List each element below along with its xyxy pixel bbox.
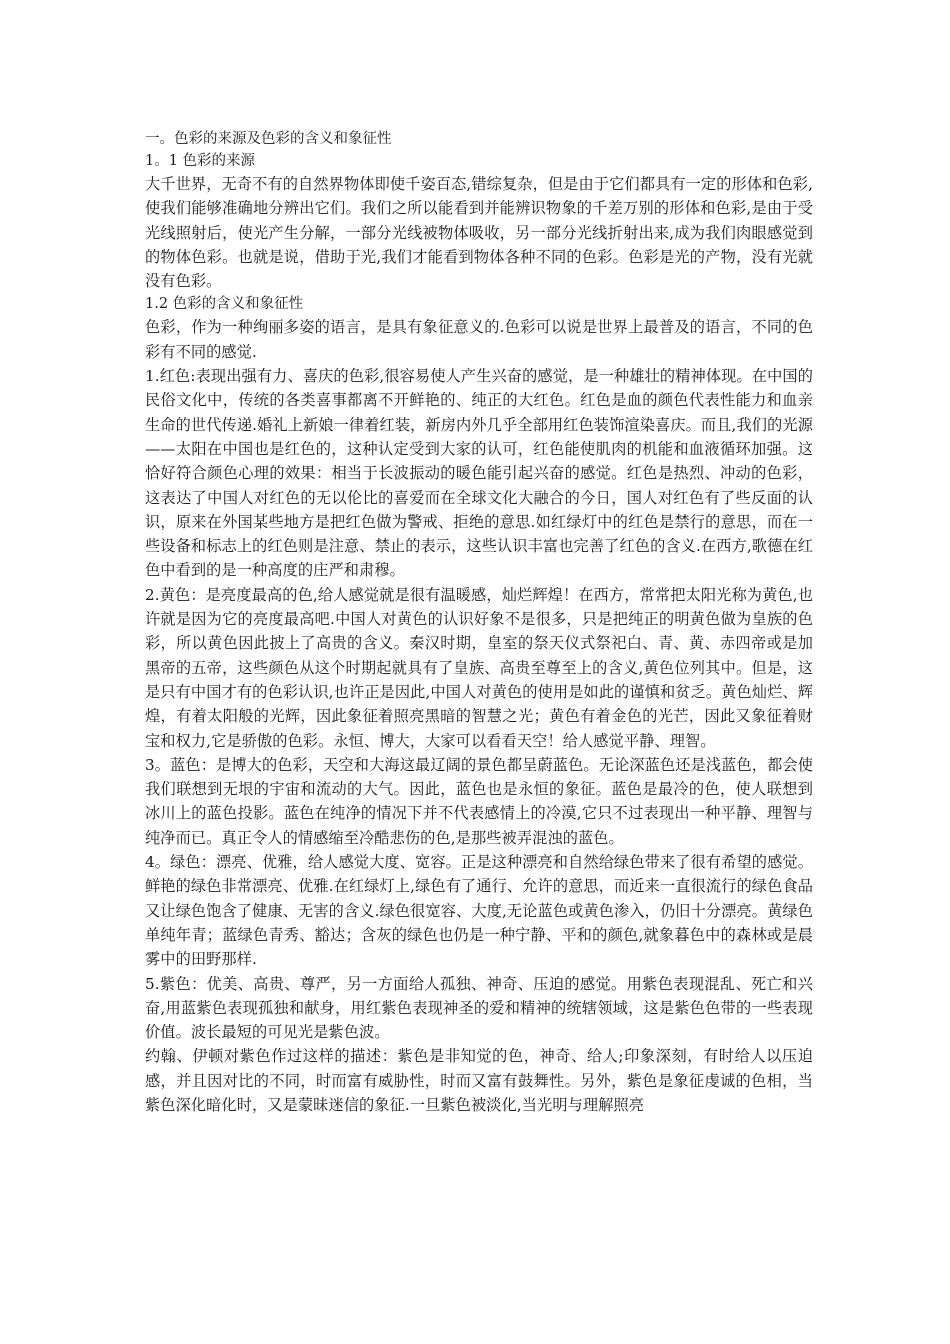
paragraph-color-source: 大千世界，无奇不有的自然界物体即使千姿百态,错综复杂，但是由于它们都具有一定的形体和色彩,使我们能够准确地分辨出它们。我们之所以能看到并能辨识物象的千差万别的形体和色彩,是由于受光线照射后，使光产生分解，一部分光线被物体吸收，另一部分光线折射出来,成为我们肉眼感觉到的物体色彩。也就是说，借助于光,我们才能看到物体各种不同的色彩。色彩是光的产物，没有光就没有色彩。 (145, 175, 813, 291)
paragraph-intro: 色彩，作为一种绚丽多姿的语言，是具有象征意义的.色彩可以说是世界上最普及的语言，不同的色彩有不同的感觉. (145, 318, 813, 361)
subsection-heading-source: 1。1 色彩的来源 (145, 153, 256, 169)
paragraph-blue: 3。蓝色：是博大的色彩，天空和大海这最辽阔的景色都呈蔚蓝色。无论深蓝色还是浅蓝色，都会使我们联想到无垠的宇宙和流动的大气。因此，蓝色也是永恒的象征。蓝色是最冷的色，使人联想到冰川上的蓝色投影。蓝色在纯净的情况下并不代表感情上的冷漠,它只不过表现出一种平静、理智与纯净而已。真正令人的情感缩至冷酷悲伤的色,是那些被弄混浊的蓝色。 (145, 755, 813, 847)
paragraph-yellow: 2.黄色：是亮度最高的色,给人感觉就是很有温暖感，灿烂辉煌！在西方，常常把太阳光称为黄色,也许就是因为它的亮度最高吧.中国人对黄色的认识好象不是很多，只是把纯正的明黄色做为皇族的色彩，所以黄色因此披上了高贵的含义。秦汉时期，皇室的祭天仪式祭祀白、青、黄、赤四帝或是加黑帝的五帝，这些颜色从这个时期起就具有了皇族、高贵至尊至上的含义,黄色位列其中。但是，这是只有中国才有的色彩认识,也许正是因此,中国人对黄色的使用是如此的谨慎和贫乏。黄色灿烂、辉煌，有着太阳般的光辉，因此象征着照亮黑暗的智慧之光；黄色有着金色的光芒，因此又象征着财宝和权力,它是骄傲的色彩。永恒、博大，大家可以看看天空！给人感觉平静、理智。 (145, 585, 813, 750)
document-body (145, 128, 813, 1117)
subsection-heading-meaning: 1.2 色彩的含义和象征性 (145, 296, 304, 313)
paragraph-green: 4。绿色：漂亮、优雅，给人感觉大度、宽容。正是这种漂亮和自然给绿色带来了很有希望的感觉。鲜艳的绿色非常漂亮、优雅.在红绿灯上,绿色有了通行、允许的意思，而近来一直很流行的绿色食品又让绿色饱含了健康、无害的含义.绿色很宽容、大度,无论蓝色或黄色渗入，仍旧十分漂亮。黄绿色单纯年青；蓝绿色青秀、豁达；含灰的绿色也仍是一种宁静、平和的颜色,就象暮色中的森林或是晨雾中的田野那样. (145, 853, 813, 969)
paragraph-purple: 5.紫色：优美、高贵、尊严，另一方面给人孤独、神奇、压迫的感觉。用紫色表现混乱、死亡和兴奋,用蓝紫色表现孤独和献身，用红紫色表现神圣的爱和精神的统辖领域，这是紫色色带的一些表现价值。波长最短的可见光是紫色波。 (145, 974, 813, 1042)
section-heading: 一。色彩的来源及色彩的含义和象征性 (145, 131, 392, 147)
paragraph-itten: 约翰、伊顿对紫色作过这样的描述：紫色是非知觉的色，神奇、给人;印象深刻，有时给人以压迫感，并且因对比的不同，时而富有威胁性，时而又富有鼓舞性。另外，紫色是象征虔诚的色相，当紫色深化暗化时，又是蒙昧迷信的象征.一旦紫色被淡化,当光明与理解照亮 (145, 1047, 813, 1114)
paragraph-red: 1.红色:表现出强有力、喜庆的色彩,很容易使人产生兴奋的感觉，是一种雄壮的精神体现。在中国的民俗文化中，传统的各类喜事都离不开鲜艳的、纯正的大红色。红色是血的颜色代表性能力和血亲生命的世代传递.婚礼上新娘一律着红装，新房内外几乎全部用红色装饰渲染喜庆。而且,我们的光源——太阳在中国也是红色的，这种认定受到大家的认可，红色能使肌肉的机能和血液循环加强。这恰好符合颜色心理的效果：相当于长波振动的暖色能引起兴奋的感觉。红色是热烈、冲动的色彩，这表达了中国人对红色的无以伦比的喜爱而在全球文化大融合的今日，国人对红色有了些反面的认识，原来在外国某些地方是把红色做为警戒、拒绝的意思.如红绿灯中的红色是禁行的意思，而在一些设备和标志上的红色则是注意、禁止的表示，这些认识丰富也完善了红色的含义.在西方,歌德在红色中看到的是一种高度的庄严和肃穆。 (145, 367, 813, 580)
